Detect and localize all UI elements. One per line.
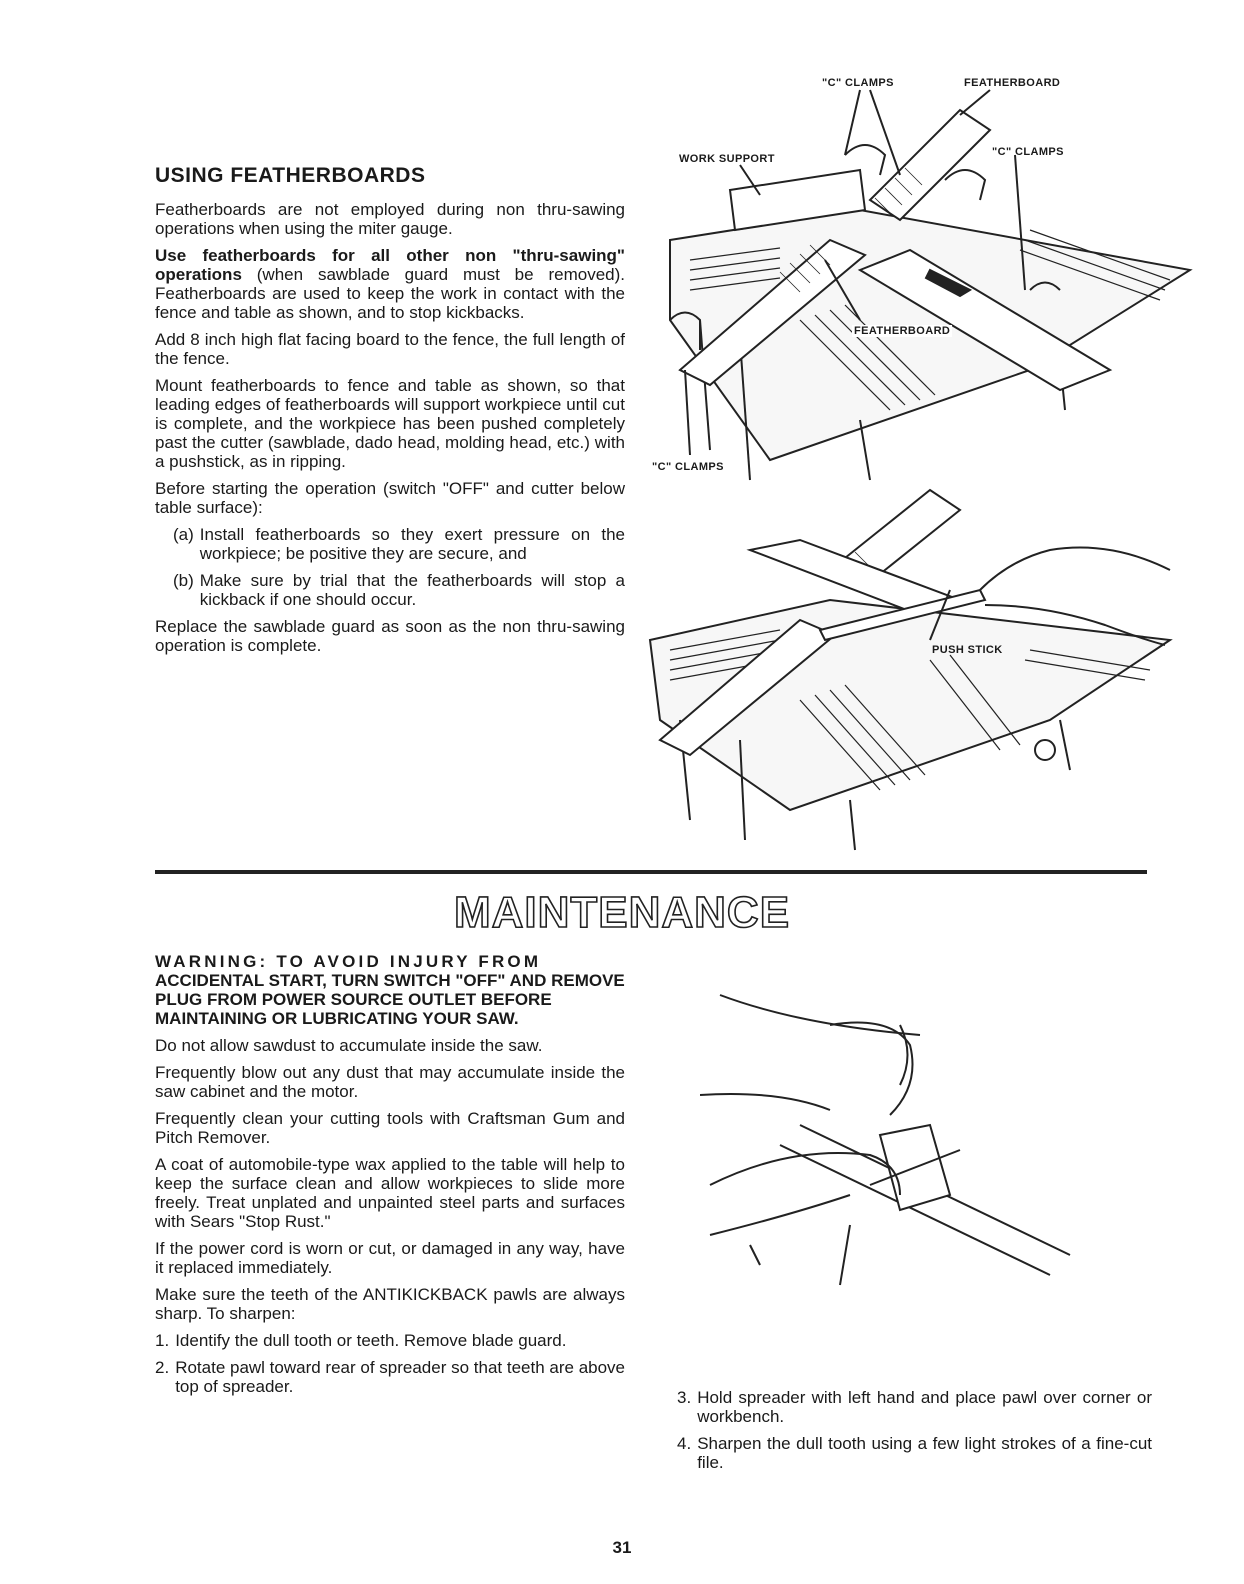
paragraph: Frequently blow out any dust that may accumulate inside the saw cabinet and the motor. (155, 1063, 625, 1101)
maintenance-section (155, 952, 625, 1404)
callout-featherboard-mid: FEATHERBOARD (854, 325, 951, 337)
step-item (677, 1388, 1152, 1426)
step-marker: 2. (155, 1358, 170, 1377)
paragraph: Make sure the teeth of the ANTIKICKBACK pawls are always sharp. To sharpen: (155, 1285, 625, 1323)
sharpening-pawl-illustration (700, 985, 1100, 1335)
callout-featherboard-top: FEATHERBOARD (964, 77, 1061, 89)
push-stick-illustration (630, 480, 1210, 860)
list-text: Make sure by trial that the featherboards will stop a kickback if one should occur. (199, 571, 625, 609)
paragraph-rest: (when sawblade guard must be removed). Featherboards are used to keep the work in contact with the fence and table as shown, and to stop kickbacks. (155, 265, 625, 322)
section-divider (155, 870, 1147, 874)
paragraph: Do not allow sawdust to accumulate inside the saw. (155, 1036, 543, 1055)
callout-c-clamps-bottom: "C" CLAMPS (652, 461, 724, 473)
table-saw-featherboard-illustration (630, 70, 1210, 490)
paragraph: Add 8 inch high flat facing board to the fence, the full length of the fence. (155, 330, 625, 368)
paragraph: Replace the sawblade guard as soon as the non thru-sawing operation is complete. (155, 617, 625, 655)
list-item (173, 525, 625, 563)
callout-push-stick: PUSH STICK (932, 644, 1003, 656)
paragraph (155, 246, 625, 322)
maintenance-title: MAINTENANCE (453, 888, 791, 937)
bold-lead: Use featherboards for all other non "thru-sawing" operations (155, 246, 625, 284)
list-text: Install featherboards so they exert pressure on the workpiece; be positive they are secure, and (199, 525, 625, 563)
callout-c-clamps-top: "C" CLAMPS (822, 77, 894, 89)
step-marker: 4. (677, 1434, 692, 1453)
step-item (677, 1434, 1152, 1472)
step-marker: 1. (155, 1331, 170, 1350)
maintenance-steps-right (677, 1388, 1152, 1480)
callout-c-clamps-right: "C" CLAMPS (992, 146, 1064, 158)
list-marker: (b) (173, 571, 194, 590)
page-number: 31 (612, 1538, 632, 1557)
paragraph: Mount featherboards to fence and table as shown, so that leading edges of featherboards will support workpiece until cut is complete, and the workpiece has been pushed completely past the cutter (sawblade, dado head, molding head, etc.) with a pushstick, as in ripping. (155, 376, 625, 471)
featherboards-section (155, 164, 625, 663)
warning-block (155, 952, 625, 1028)
step-text: Hold spreader with left hand and place pawl over corner or workbench. (697, 1388, 1152, 1426)
list (155, 525, 625, 609)
paragraph: A coat of automobile-type wax applied to the table will help to keep the surface clean and allow workpieces to slide more freely. Treat unplated and unpainted steel parts and surfaces with Sears "Stop Rust." (155, 1155, 625, 1231)
step-marker: 3. (677, 1388, 692, 1407)
warning-rest: ACCIDENTAL START, TURN SWITCH "OFF" AND REMOVE PLUG FROM POWER SOURCE OUTLET BEFORE MAINTAINING OR LUBRICATING YOUR SAW. (155, 971, 625, 1028)
callout-work-support: WORK SUPPORT (679, 153, 775, 165)
paragraph: If the power cord is worn or cut, or damaged in any way, have it replaced immediately. (155, 1239, 625, 1277)
list-marker: (a) (173, 525, 194, 544)
step-text: Identify the dull tooth or teeth. Remove blade guard. (175, 1331, 567, 1350)
step-item (155, 1358, 625, 1396)
section-heading: USING FEATHERBOARDS (155, 164, 426, 187)
warning-lead: WARNING: TO AVOID INJURY FROM (155, 952, 542, 971)
paragraph: Frequently clean your cutting tools with Craftsman Gum and Pitch Remover. (155, 1109, 625, 1147)
step-item (155, 1331, 625, 1350)
list-item (173, 571, 625, 609)
step-text: Rotate pawl toward rear of spreader so that teeth are above top of spreader. (175, 1358, 626, 1396)
step-text: Sharpen the dull tooth using a few light strokes of a fine-cut file. (697, 1434, 1152, 1472)
paragraph: Before starting the operation (switch "OFF" and cutter below table surface): (155, 479, 625, 517)
paragraph: Featherboards are not employed during non thru-sawing operations when using the miter gauge. (155, 200, 625, 238)
